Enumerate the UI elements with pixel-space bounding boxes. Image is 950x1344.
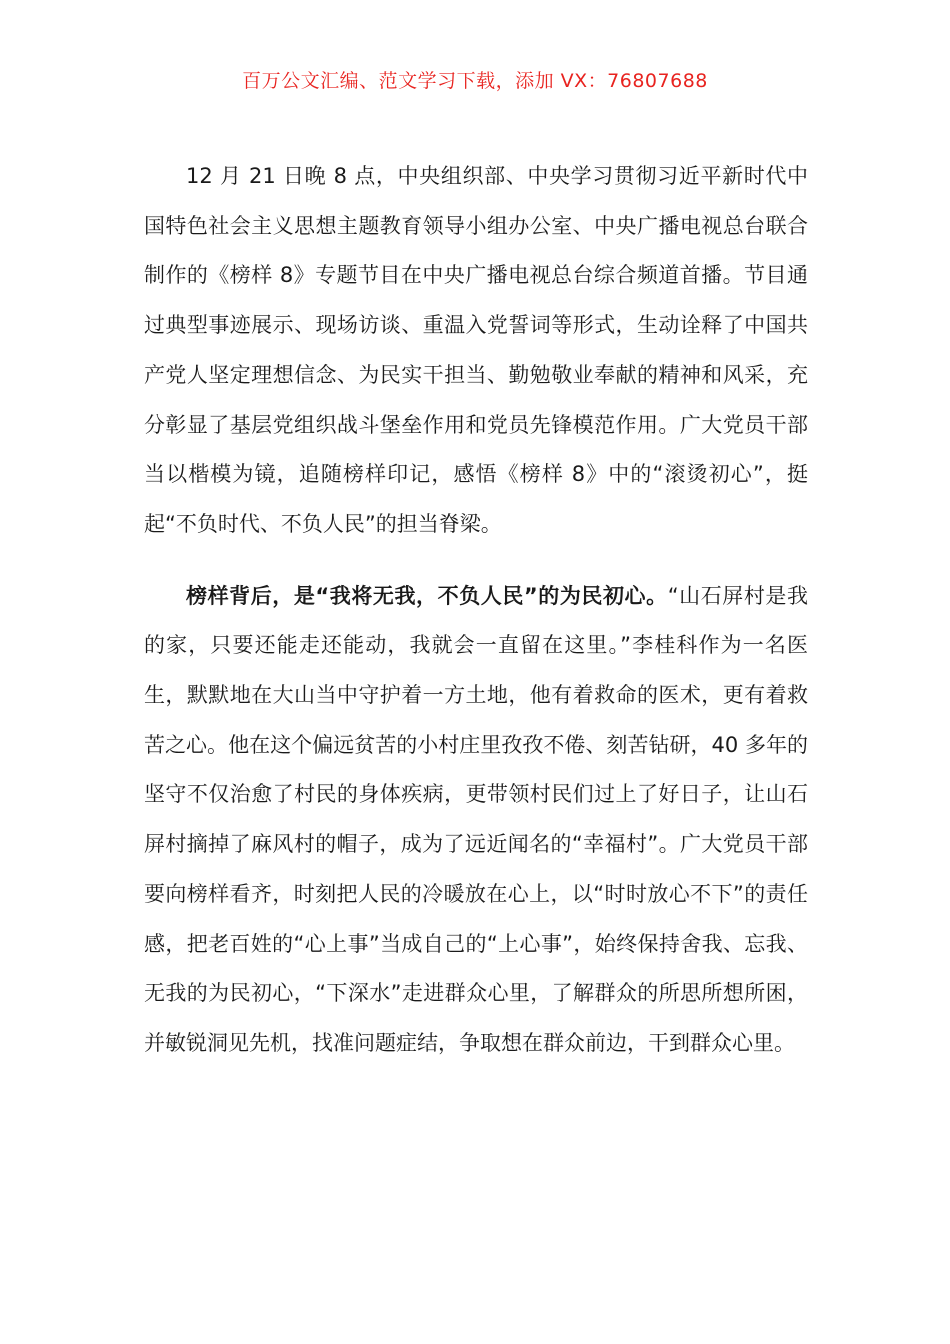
paragraph-2-lead-sentence: 榜样背后，是“我将无我，不负人民”的为民初心。 (186, 583, 668, 608)
paragraph-2-text: “山石屏村是我的家，只要还能走还能动，我就会一直留在这里。”李桂科作为一名医生，默默地在大山当中守护着一方土地，他有着救命的医术，更有着救苦之心。他在这个偏远贫苦的小村庄里孜孜不倦、刻苦钻研，40 多年的坚守不仅治愈了村民的身体疾病，更带领村民们过上了好日子，让山石屏村摘掉了麻风村的帽子，成为了远近闻名的“幸福村”。广大党员干部要向榜样看齐，时刻把人民的冷暖放在心上，以“时时放心不下”的责任感，把老百姓的“心上事”当成自己的“上心事”，始终保持舍我、忘我、无我的为民初心，“下深水”走进群众心里，了解群众的所思所想所困，并敏锐洞见先机，找准问题症结，争取想在群众前边，干到群众心里。 (144, 583, 808, 1055)
paragraph-1-text: 12 月 21 日晚 8 点，中央组织部、中央学习贯彻习近平新时代中国特色社会主义思想主题教育领导小组办公室、中央广播电视总台联合制作的《榜样 8》专题节目在中央广播电视总台综合频道首播。节目通过典型事迹展示、现场访谈、重温入党誓词等形式，生动诠释了中国共产党人坚定理想信念、为民实干担当、勤勉敬业奉献的精神和风采，充分彰显了基层党组织战斗堡垒作用和党员先锋模范作用。广大党员干部当以楷模为镜，追随榜样印记，感悟《榜样 8》中的“滚烫初心”，挺起“不负时代、不负人民”的担当脊梁。 (144, 164, 808, 536)
document-body (144, 152, 808, 1069)
paragraph-1 (144, 152, 808, 550)
page-header-banner: 百万公文汇编、范文学习下载，添加 VX：76807688 (242, 70, 708, 92)
paragraph-2 (144, 572, 808, 1069)
